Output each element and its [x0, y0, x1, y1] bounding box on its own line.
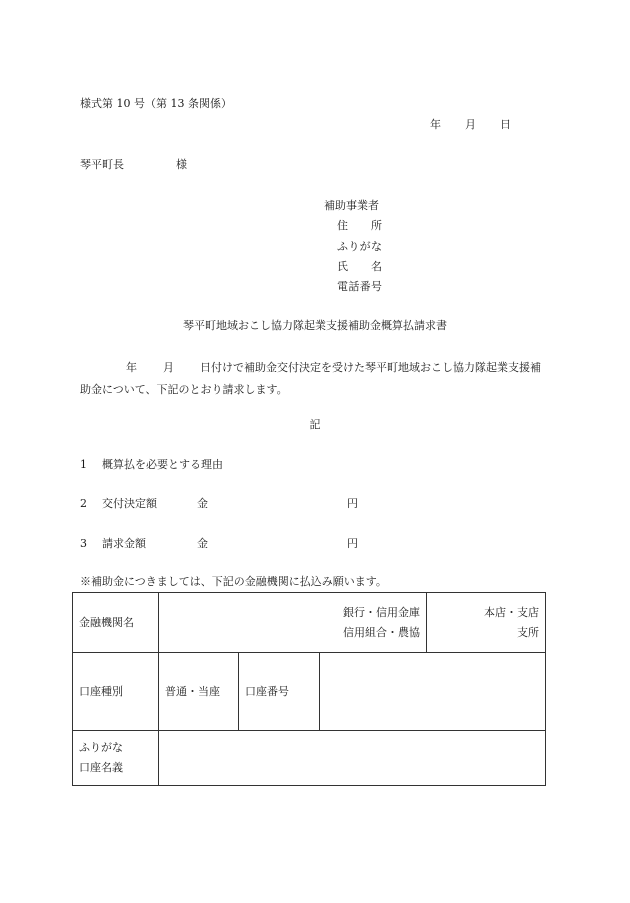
bank-type-line2: 信用組合・農協: [343, 625, 420, 639]
branch-line2: 支所: [517, 625, 539, 639]
item-reason: [80, 458, 223, 472]
item-prefix: 金: [197, 497, 208, 510]
holder-furigana-label: ふりがな: [79, 741, 123, 754]
bank-row-holder: [73, 731, 546, 786]
item-label: 交付決定額: [102, 497, 157, 510]
applicant-title: 補助事業者: [324, 199, 379, 212]
item-grant-amount: [80, 497, 358, 511]
item-number: 1: [80, 458, 87, 471]
branch-line1: 本店・支店: [484, 605, 539, 619]
body-paragraph: [80, 357, 550, 401]
item-number: 3: [80, 537, 87, 550]
applicant-address-label: 住所: [337, 219, 382, 232]
addressee-honorific: 様: [176, 158, 187, 171]
bank-type-line1: 銀行・信用金庫: [343, 605, 420, 619]
date-month-label: 月: [465, 118, 476, 131]
item-label: 概算払を必要とする理由: [102, 458, 223, 471]
item-request-amount: [80, 537, 358, 551]
item-prefix: 金: [197, 537, 208, 550]
form-number: 様式第 10 号（第 13 条関係）: [80, 97, 232, 110]
applicant-name-label: 氏名: [337, 260, 382, 273]
body-month-label: 月: [163, 361, 174, 374]
holder-name-field[interactable]: [159, 731, 546, 786]
item-suffix: 円: [347, 497, 358, 510]
holder-name-label: 口座名義: [79, 761, 123, 774]
bank-note: ※補助金につきましては、下記の金融機関に払込み願います。: [80, 575, 387, 588]
holder-label-cell: [73, 731, 159, 786]
bank-row-institution: [73, 593, 546, 653]
account-number-label: 口座番号: [239, 653, 320, 731]
bank-type-cell[interactable]: [159, 593, 427, 653]
account-number-field[interactable]: [320, 653, 546, 731]
addressee: [80, 158, 187, 172]
ki-heading: 記: [309, 418, 321, 431]
date-year-label: 年: [430, 118, 441, 131]
document-title: 琴平町地域おこし協力隊起業支援補助金概算払請求書: [183, 319, 447, 332]
item-number: 2: [80, 497, 87, 510]
date-day-label: 日: [500, 118, 511, 131]
item-suffix: 円: [347, 537, 358, 550]
bank-row-account: [73, 653, 546, 731]
item-label: 請求金額: [102, 537, 146, 550]
bank-table: [72, 592, 546, 786]
branch-cell[interactable]: [427, 593, 546, 653]
account-type-value[interactable]: 普通・当座: [159, 653, 239, 731]
account-type-label: 口座種別: [73, 653, 159, 731]
institution-label: 金融機関名: [73, 593, 159, 653]
body-year-label: 年: [126, 361, 137, 374]
applicant-furigana-label: ふりがな: [337, 240, 382, 253]
applicant-phone-label: 電話番号: [337, 280, 382, 293]
addressee-name: 琴平町長: [80, 158, 124, 171]
date-line: [430, 118, 511, 132]
body-text: 日付けで補助金交付決定を受けた琴平町地域おこし協力隊起業支援補助金について、下記のとおり請求します。: [80, 361, 541, 396]
